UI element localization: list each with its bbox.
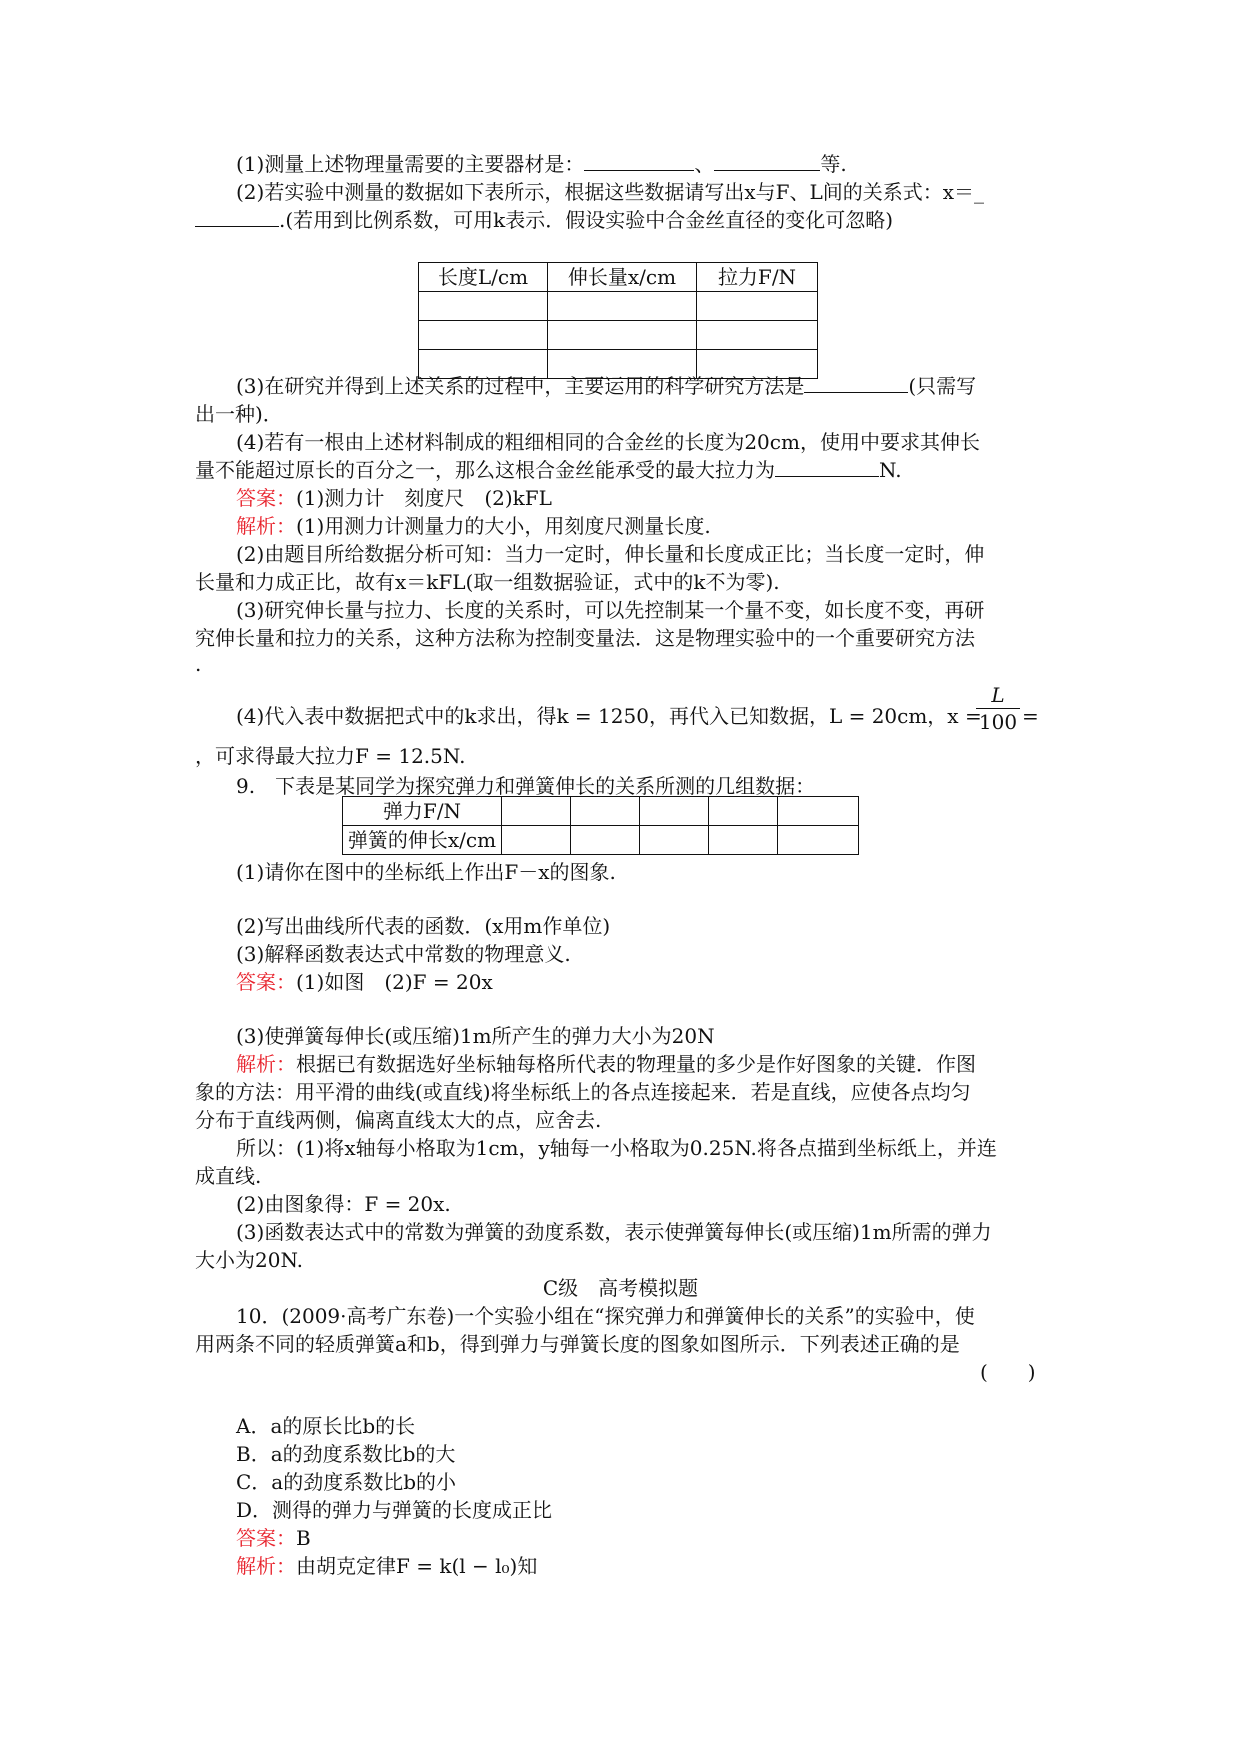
q9-stem: 9. 下表是某同学为探究弹力和弹簧伸长的关系所测的几组数据： [236, 774, 816, 798]
table-header: 伸长量x/cm [548, 263, 697, 292]
q8-part2-line1: (2)若实验中测量的数据如下表所示，根据这些数据请写出x与F、L间的关系式：x＝_ [236, 180, 985, 204]
table-cell [571, 826, 640, 855]
q8-part3-line2: 出一种)． [195, 402, 283, 426]
table-cell [778, 797, 859, 826]
analysis-8-line4: (3)研究伸长量与拉力、长度的关系时，可以先控制某一个量不变，如长度不变，再研 [236, 598, 985, 622]
answer-blank [775, 456, 879, 477]
table-cell [640, 826, 709, 855]
table-row-label: 弹力F/N [343, 797, 502, 826]
answer-9-part3: (3)使弹簧每伸长(或压缩)1m所产生的弹力大小为20N [236, 1024, 715, 1048]
fraction [976, 682, 1020, 735]
analysis-9-line5: 成直线. [195, 1164, 262, 1188]
answer-blank [584, 150, 694, 171]
answer-10: 答案：B [236, 1526, 311, 1550]
section-title: C级 高考模拟题 [542, 1276, 699, 1300]
analysis-9-line2: 象的方法：用平滑的曲线(或直线)将坐标纸上的各点连接起来．若是直线，应使各点均匀 [195, 1080, 971, 1104]
fraction-denominator: 100 [976, 708, 1020, 735]
table-header: 长度L/cm [419, 263, 548, 292]
table-cell [697, 292, 818, 321]
table-cell [419, 321, 548, 350]
analysis-9-line6: (2)由图象得：F = 20x. [236, 1192, 451, 1216]
answer-9: 答案：(1)如图 (2)F = 20x [236, 970, 493, 994]
q9-part2: (2)写出曲线所代表的函数．(x用m作单位) [236, 914, 611, 938]
option-c: C．a的劲度系数比b的小 [236, 1470, 457, 1494]
table-cell [502, 797, 571, 826]
analysis-8-line2: (2)由题目所给数据分析可知：当力一定时，伸长量和长度成正比；当长度一定时，伸 [236, 542, 985, 566]
answer-blank [714, 150, 820, 171]
analysis-label: 解析： [236, 1554, 296, 1578]
analysis-8-line6: . [195, 652, 202, 676]
answer-label: 答案： [236, 486, 296, 510]
q9-part1: (1)请你在图中的坐标纸上作出F－x的图象. [236, 860, 616, 884]
table-cell [709, 797, 778, 826]
answer-parentheses: ( ) [980, 1360, 1036, 1384]
answer-label: 答案： [236, 970, 296, 994]
analysis-9-line3: 分布于直线两侧，偏离直线太大的点，应舍去. [195, 1108, 602, 1132]
analysis-9-line4: 所以：(1)将x轴每小格取为1cm，y轴每一小格取为0.25N.将各点描到坐标纸上，并连 [236, 1136, 997, 1160]
table-cell [548, 292, 697, 321]
table-cell [778, 826, 859, 855]
analysis-8-line8: ，可求得最大拉力F = 12.5N. [195, 744, 466, 768]
answer-8: 答案：(1)测力计 刻度尺 (2)kFL [236, 486, 552, 510]
analysis-10: 解析：由胡克定律F = k(l − l₀)知 [236, 1554, 538, 1578]
q8-part4-line2: 量不能超过原长的百分之一，那么这根合金丝能承受的最大拉力为 N. [195, 458, 902, 482]
answer-blank [804, 372, 908, 393]
table-cell [502, 826, 571, 855]
analysis-8-line5: 究伸长量和拉力的关系，这种方法称为控制变量法．这是物理实验中的一个重要研究方法 [195, 626, 975, 650]
table-row-label: 弹簧的伸长x/cm [343, 826, 502, 855]
q8-part2-line2: .(若用到比例系数，可用k表示．假设实验中合金丝直径的变化可忽略) [195, 206, 893, 234]
option-a: A．a的原长比b的长 [236, 1414, 416, 1438]
q8-part4-line1: (4)若有一根由上述材料制成的粗细相同的合金丝的长度为20cm，使用中要求其伸长 [236, 430, 980, 454]
q10-line2: 用两条不同的轻质弹簧a和b，得到弹力与弹簧长度的图象如图所示．下列表述正确的是 [195, 1332, 960, 1356]
analysis-9-line7: (3)函数表达式中的常数为弹簧的劲度系数，表示使弹簧每伸长(或压缩)1m所需的弹力 [236, 1220, 992, 1244]
fraction-numerator: L [991, 683, 1005, 707]
table-cell [548, 321, 697, 350]
analysis-9-line8: 大小为20N. [195, 1248, 304, 1272]
table-cell [419, 292, 548, 321]
option-d: D．测得的弹力与弹簧的长度成正比 [236, 1498, 553, 1522]
q8-part3-line1: (3)在研究并得到上述关系的过程中，主要运用的科学研究方法是 (只需写 [236, 374, 977, 398]
answer-blank [195, 206, 279, 227]
equals-sign: = [1022, 704, 1039, 728]
table-header: 拉力F/N [697, 263, 818, 292]
analysis-8-line1: 解析：(1)用测力计测量力的大小，用刻度尺测量长度. [236, 514, 711, 538]
table-cell [640, 797, 709, 826]
analysis-8-line3: 长量和力成正比，故有x＝kFL(取一组数据验证，式中的k不为零). [195, 570, 780, 594]
data-table-1 [418, 262, 818, 379]
option-b: B．a的劲度系数比b的大 [236, 1442, 456, 1466]
q9-part3: (3)解释函数表达式中常数的物理意义. [236, 942, 571, 966]
table-cell [709, 826, 778, 855]
table-cell [697, 321, 818, 350]
q8-part1: (1)测量上述物理量需要的主要器材是： 、 等. [236, 152, 847, 176]
data-table-2 [342, 796, 859, 855]
q10-line1: 10．(2009·高考广东卷)一个实验小组在“探究弹力和弹簧伸长的关系”的实验中，使 [236, 1304, 975, 1328]
analysis-8-line7: (4)代入表中数据把式中的k求出，得k = 1250，再代入已知数据，L = 20cm，x = [236, 704, 982, 728]
table-cell [571, 797, 640, 826]
answer-label: 答案： [236, 1526, 296, 1550]
analysis-label: 解析： [236, 514, 296, 538]
analysis-9-line1: 解析：根据已有数据选好坐标轴每格所代表的物理量的多少是作好图象的关键．作图 [236, 1052, 976, 1076]
analysis-label: 解析： [236, 1052, 296, 1076]
